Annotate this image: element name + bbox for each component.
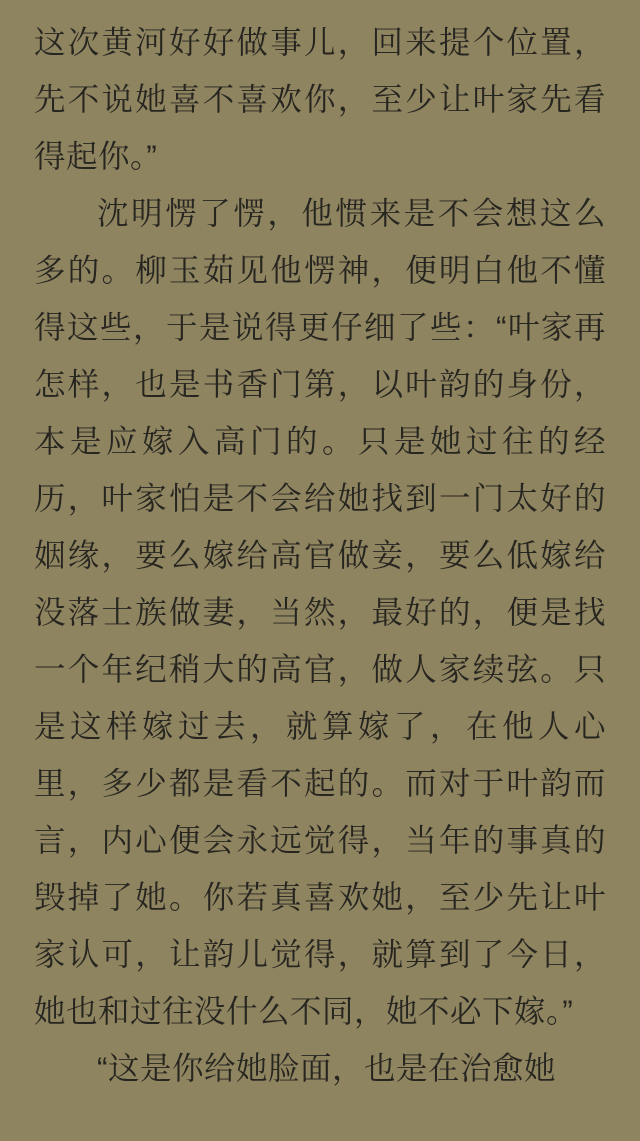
- paragraph: 沈明愣了愣，他惯来是不会想这么多的。柳玉茹见他愣神，便明白他不懂得这些，于是说得更仔细了些：“叶家再怎样，也是书香门第，以叶韵的身份，本是应嫁入高门的。只是她过往的经历，叶家怕是不会给她找到一门太好的姻缘，要么嫁给高官做妾，要么低嫁给没落士族做妻，当然，最好的，便是找一个年纪稍大的高官，做人家续弦。只是这样嫁过去，就算嫁了，在他人心里，多少都是看不起的。而对于叶韵而言，内心便会永远觉得，当年的事真的毁掉了她。你若真喜欢她，至少先让叶家认可，让韵儿觉得，就算到了今日，她也和过往没什么不同，她不必下嫁。”: [34, 195, 606, 1029]
- page-text-body: [34, 14, 606, 1097]
- paragraph: 这次黄河好好做事儿，回来提个位置，先不说她喜不喜欢你，至少让叶家先看得起你。”: [34, 24, 606, 174]
- paragraph: “这是你给她脸面，也是在治愈她: [97, 1050, 556, 1086]
